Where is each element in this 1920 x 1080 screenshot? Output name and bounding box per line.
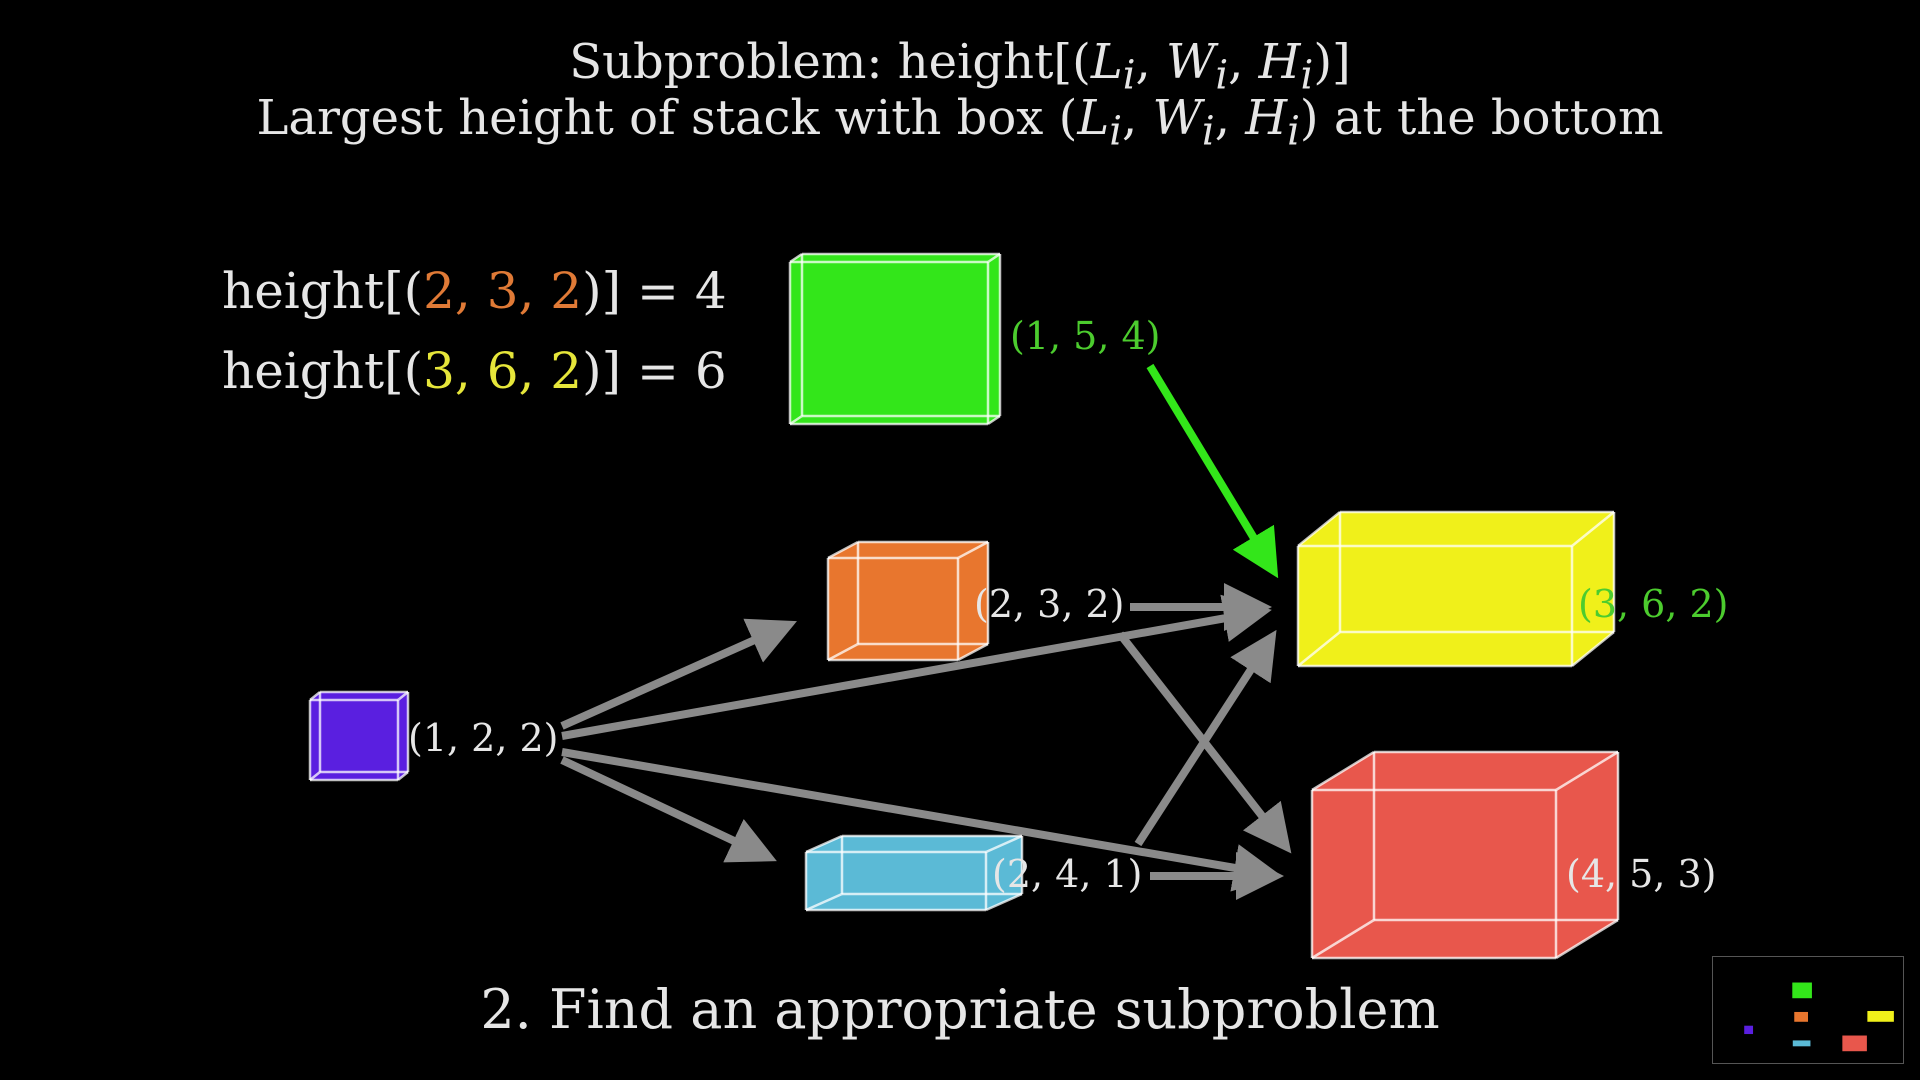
thumbnail-preview xyxy=(1712,956,1904,1064)
arrow-122-to-241 xyxy=(562,760,766,856)
box-green xyxy=(790,254,1000,424)
title-line-2: Largest height of stack with box ($L_i$, $W_i$, $H_i$) at the bottom xyxy=(256,90,1664,155)
box-label-cyan: (2, 4, 1) xyxy=(992,852,1143,896)
title-line-1: Subproblem: $height[(L_i$, $W_i$, $H_i$)] xyxy=(569,34,1351,99)
arrow-241-to-362 xyxy=(1138,640,1270,844)
footer-caption: 2. Find an appropriate subproblem xyxy=(480,978,1440,1041)
box-label-red: (4, 5, 3) xyxy=(1566,852,1717,896)
arrow-154-to-362 xyxy=(1150,366,1272,568)
box-label-purple: (1, 2, 2) xyxy=(408,716,559,760)
equation-yellow: height[(3, 6, 2)] = 6 xyxy=(222,342,727,400)
equation-orange: height[(2, 3, 2)] = 4 xyxy=(222,262,727,320)
box-label-yellow: (3, 6, 2) xyxy=(1578,582,1729,626)
box-purple xyxy=(310,692,408,780)
box-label-green: (1, 5, 4) xyxy=(1010,314,1161,358)
box-yellow xyxy=(1298,512,1614,666)
box-orange xyxy=(828,542,988,660)
box-label-orange: (2, 3, 2) xyxy=(974,582,1125,626)
arrow-122-to-232 xyxy=(562,626,786,726)
box-cyan xyxy=(806,836,1022,910)
